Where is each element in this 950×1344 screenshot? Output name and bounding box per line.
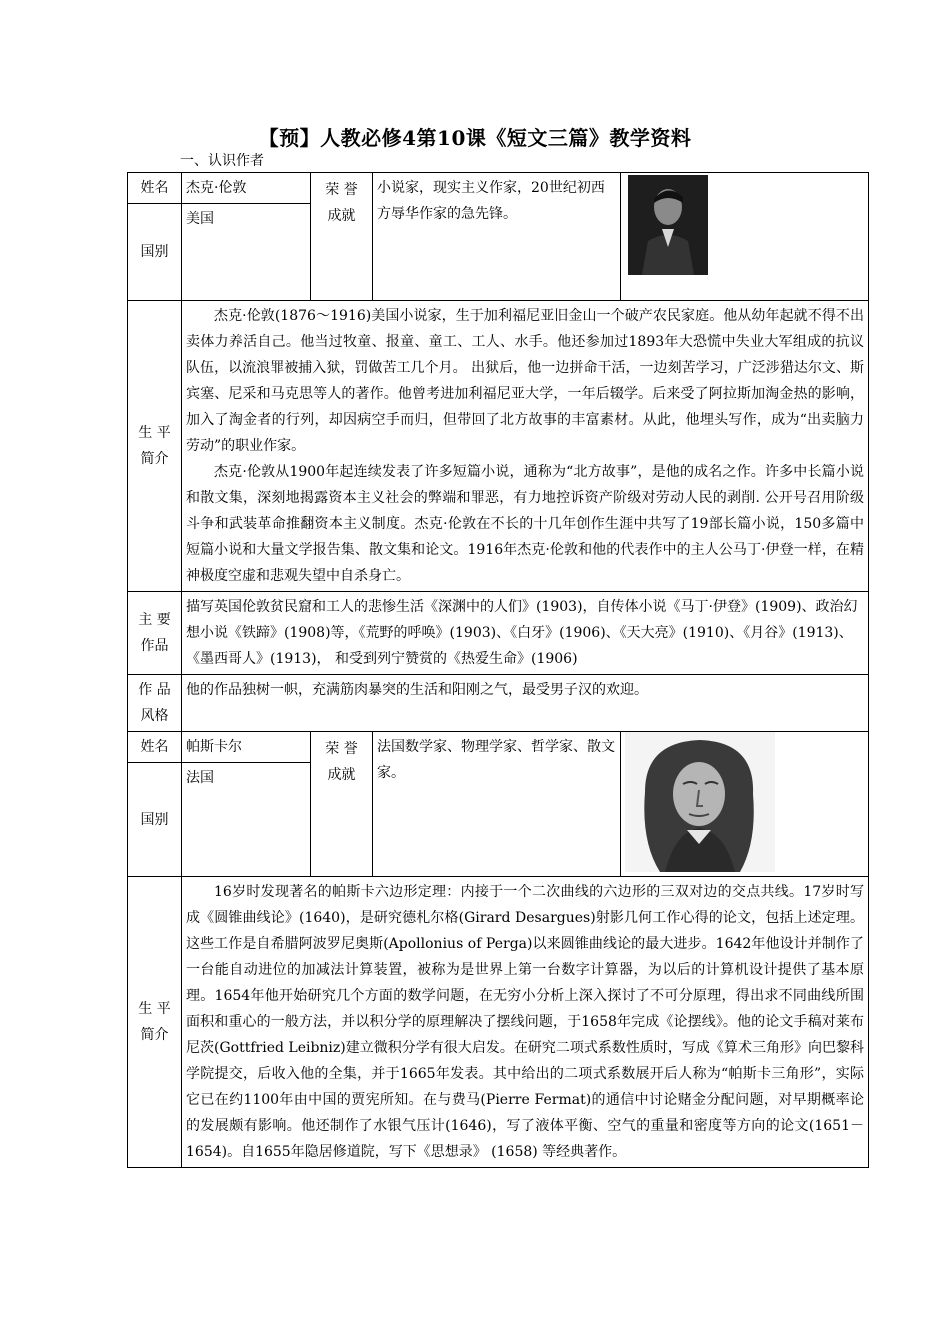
author2-portrait bbox=[625, 732, 775, 872]
author1-portrait bbox=[628, 175, 708, 275]
author2-bio-paragraph: 16岁时发现著名的帕斯卡六边形定理：内接于一个二次曲线的六边形的三双对边的交点共线。17岁时写成《圆锥曲线论》(1640)，是研究德札尔格(Girard Desargues)射影几何工作心得的论文，包括上述定理。这些工作是自希腊阿波罗尼奥斯(Apollonius of Perga)以来圆锥曲线论的最大进步。1642年他设计并制作了一台能自动进位的加减法计算装置，被称为是世界上第一台数字计算器，为以后的计算机设计提供了基本原理。1654年他开始研究几个方面的数学问题，在无穷小分析上深入探讨了不可分原理，得出求不同曲线所围面积和重心的一般方法，并以积分学的原理解决了摆线问题，于1658年完成《论摆线》。他的论文手稿对莱布尼茨(Gottfried Leibniz)建立微积分学有很大启发。在研究二项式系数性质时，写成《算术三角形》向巴黎科学院提交，后收入他的全集，并于1665年发表。其中给出的二项式系数展开后人称为“帕斯卡三角形”，实际它已在约1100年由中国的贾宪所知。在与费马(Pierre Fermat)的通信中讨论赌金分配问题，对早期概率论的发展颇有影响。他还制作了水银气压计(1646)，写了液体平衡、空气的重量和密度等方向的论文(1651－1654)。自1655年隐居修道院，写下《思想录》 (1658) 等经典著作。 bbox=[186, 884, 864, 1160]
author2-bio-cell bbox=[182, 877, 869, 1168]
author1-name: 杰克·伦敦 bbox=[182, 173, 311, 204]
bio-label: 生 平 简介 bbox=[128, 301, 182, 592]
author1-honor: 小说家，现实主义作家，20世纪初西方辱华作家的急先锋。 bbox=[373, 173, 621, 301]
author1-photo-cell bbox=[621, 173, 869, 301]
author1-style: 他的作品独树一帜，充满筋肉暴突的生活和阳刚之气，最受男子汉的欢迎。 bbox=[182, 675, 869, 732]
author-table bbox=[127, 172, 869, 1168]
author1-bio-paragraph-1: 杰克·伦敦(1876～1916)美国小说家，生于加利福尼亚旧金山一个破产农民家庭。他从幼年起就不得不出卖体力养活自己。他当过牧童、报童、童工、工人、水手。他还参加过1893年大恐慌中失业大军组成的抗议队伍，以流浪罪被捕入狱，罚做苦工几个月。 出狱后，他一边拼命干活，一边刻苦学习，广泛涉猎达尔文、斯宾塞、尼采和马克思等人的著作。他曾考进加利福尼亚大学，一年后辍学。后来受了阿拉斯加淘金热的影响，加入了淘金者的行列，却因病空手而归，但带回了北方故事的丰富素材。从此，他埋头写作，成为“出卖脑力劳动”的职业作家。 bbox=[186, 308, 864, 454]
honor-label: 荣 誉 成就 bbox=[311, 173, 373, 301]
style-label: 作 品 风格 bbox=[128, 675, 182, 732]
author2-name: 帕斯卡尔 bbox=[182, 732, 311, 763]
name-label: 姓名 bbox=[128, 173, 182, 204]
document-title: 【预】人教必修4第10课《短文三篇》教学资料 bbox=[258, 126, 692, 150]
bio-label: 生 平 简介 bbox=[128, 877, 182, 1168]
author1-country: 美国 bbox=[182, 204, 311, 301]
honor-label: 荣 誉 成就 bbox=[311, 732, 373, 877]
author2-country: 法国 bbox=[182, 763, 311, 877]
section-heading: 一、认识作者 bbox=[180, 153, 264, 169]
country-label: 国别 bbox=[128, 204, 182, 301]
author1-works: 描写英国伦敦贫民窟和工人的悲惨生活《深渊中的人们》(1903)，自传体小说《马丁·伊登》(1909)、政治幻想小说《铁蹄》(1908)等，《荒野的呼唤》(1903)、《白牙》(1906)、《天大亮》(1910)、《月谷》(1913)、《墨西哥人》(1913)， 和受到列宁赞赏的《热爱生命》(1906) bbox=[182, 592, 869, 675]
name-label: 姓名 bbox=[128, 732, 182, 763]
author2-honor: 法国数学家、物理学家、哲学家、散文家。 bbox=[373, 732, 621, 877]
author1-bio-paragraph-2: 杰克·伦敦从1900年起连续发表了许多短篇小说，通称为“北方故事”，是他的成名之作。许多中长篇小说和散文集，深刻地揭露资本主义社会的弊端和罪恶，有力地控诉资产阶级对劳动人民的剥削. 公开号召用阶级斗争和武装革命推翻资本主义制度。杰克·伦敦在不长的十几年创作生涯中共写了19部长篇小说，150多篇中短篇小说和大量文学报告集、散文集和论文。1916年杰克·伦敦和他的代表作中的主人公马丁·伊登一样，在精神极度空虚和悲观失望中自杀身亡。 bbox=[186, 464, 864, 584]
author1-bio-cell bbox=[182, 301, 869, 592]
country-label: 国别 bbox=[128, 763, 182, 877]
author2-photo-cell bbox=[621, 732, 869, 877]
works-label: 主 要 作品 bbox=[128, 592, 182, 675]
